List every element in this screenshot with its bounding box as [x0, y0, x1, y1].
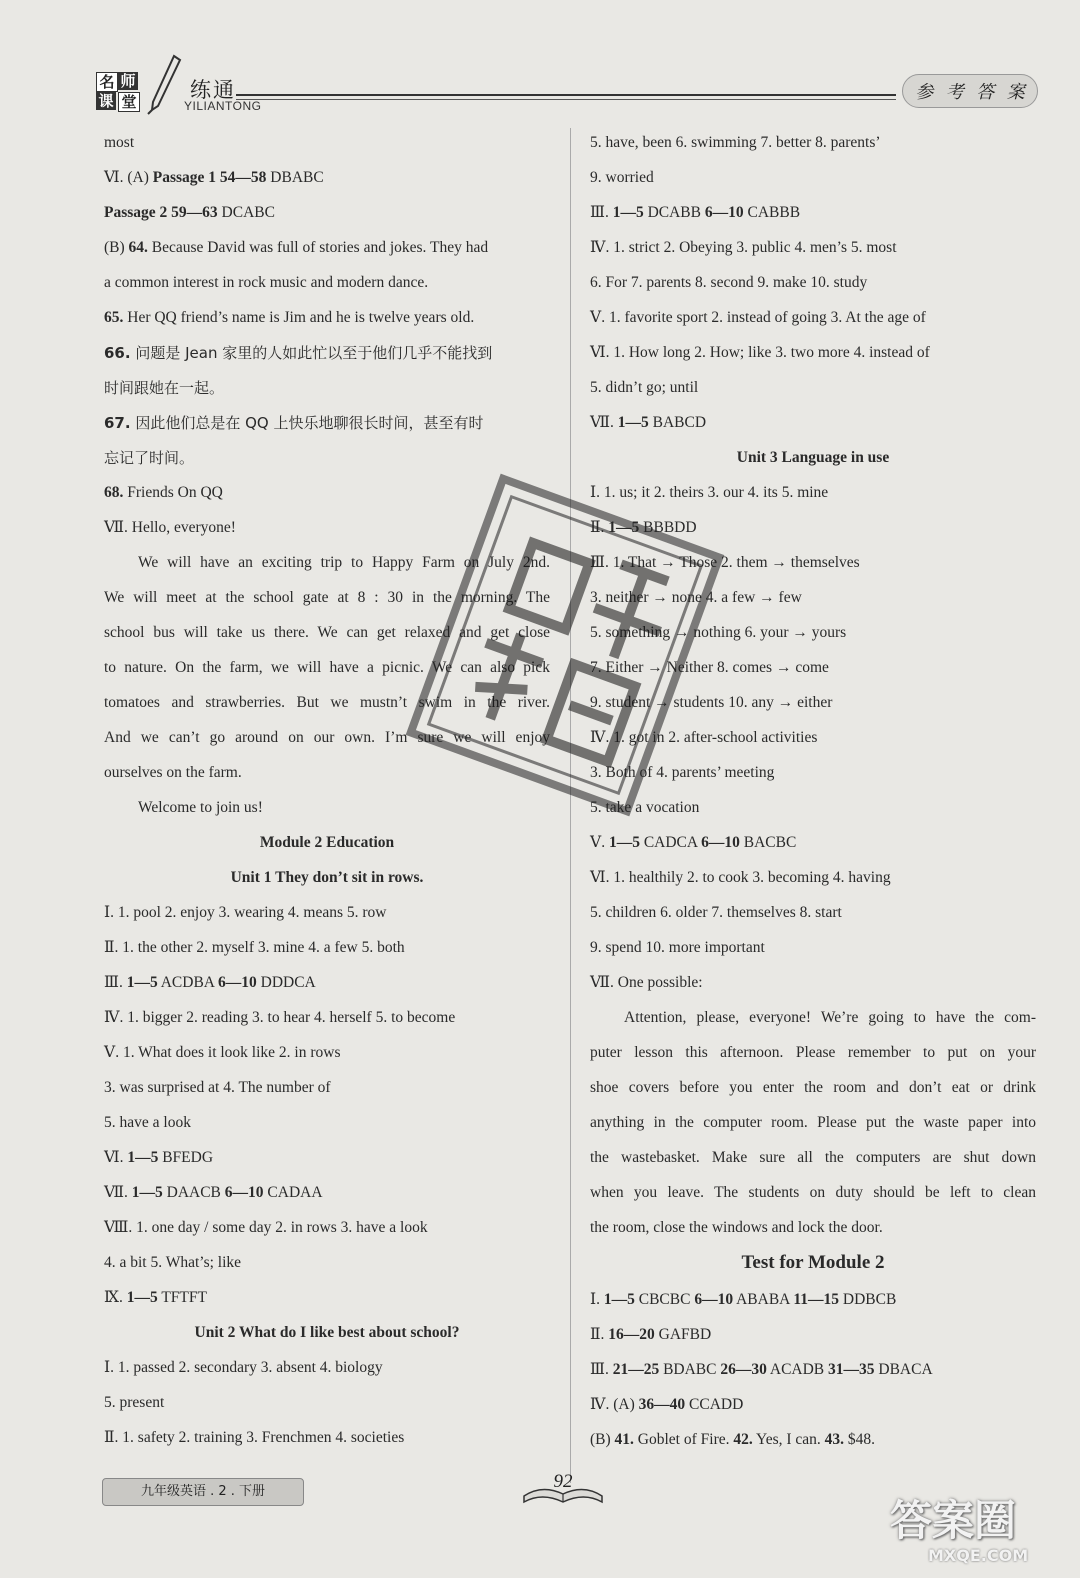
- answer-line: a common interest in rock music and modern dance.: [104, 274, 429, 291]
- section-heading: Unit 1 They don’t sit in rows.: [230, 869, 424, 886]
- answer-line: anything in the computer room. Please put the waste paper into: [590, 1114, 1036, 1131]
- answer-line: 3. was surprised at 4. The number of: [104, 1079, 331, 1096]
- pen-icon: [144, 52, 184, 116]
- answer-text: Ⅸ.: [104, 1289, 127, 1306]
- answer-line: We will have an exciting trip to Happy Farm on July 2nd.: [138, 554, 550, 571]
- page-header: [0, 0, 1080, 128]
- answer-number: Passage 1 54—58: [152, 169, 267, 186]
- answer-line: Ⅰ. 1. us; it 2. theirs 3. our 4. its 5. mine: [590, 484, 829, 501]
- answer-number: 42.: [733, 1431, 753, 1448]
- answer-text: Yes, I can.: [752, 1431, 825, 1448]
- answer-line: [590, 1285, 1036, 1320]
- answer-number: 1—5: [608, 519, 640, 536]
- answer-number: 6—10: [694, 1291, 734, 1308]
- answer-line: the wastebasket. Make sure all the computers are shut down: [590, 1149, 1036, 1166]
- answer-text: CADCA: [639, 834, 702, 851]
- answer-text: ACADB: [766, 1361, 829, 1378]
- answer-line: Ⅱ. 1. safety 2. training 3. Frenchmen 4. societies: [104, 1429, 405, 1446]
- answer-text: 因此他们总是在 QQ 上快乐地聊很长时间，甚至有时: [130, 414, 484, 432]
- answer-line: 忘记了时间。: [104, 449, 195, 467]
- answer-text: Ⅱ.: [590, 1326, 609, 1343]
- answer-line: Ⅱ. 1. the other 2. myself 3. mine 4. a few 5. both: [104, 939, 405, 956]
- left-column: [104, 128, 550, 1458]
- answer-line: ourselves on the farm.: [104, 764, 242, 781]
- answer-line: 6. For 7. parents 8. second 9. make 10. study: [590, 274, 868, 291]
- section-heading: Test for Module 2: [741, 1252, 885, 1273]
- answer-text: GAFBD: [654, 1326, 712, 1343]
- answer-number: 1—5: [612, 204, 644, 221]
- answer-number: 6—10: [218, 974, 257, 991]
- answer-line: [590, 1390, 1036, 1425]
- right-column: [590, 128, 1036, 1460]
- answer-line: 5. something → nothing 6. your → yours: [590, 624, 847, 641]
- section-heading: Unit 3 Language in use: [736, 449, 890, 466]
- answer-number: 6—10: [224, 1184, 264, 1201]
- badge-char: 考: [945, 82, 964, 103]
- answer-text: DDBCB: [839, 1291, 897, 1308]
- answer-line: most: [104, 134, 135, 151]
- answer-text: CADAA: [263, 1184, 323, 1201]
- answer-line: 9. student → students 10. any → either: [590, 694, 833, 711]
- answer-number: Passage 2 59—63: [104, 204, 218, 221]
- answer-line: [104, 478, 550, 513]
- answer-text: (B): [104, 239, 129, 256]
- answer-line: 时间跟她在一起。: [104, 379, 225, 397]
- answer-text: ACDBA: [157, 974, 219, 991]
- answer-line: 5. take a vocation: [590, 799, 700, 816]
- answer-number: 31—35: [828, 1361, 875, 1378]
- answer-line: Ⅷ. 1. one day / some day 2. in rows 3. have a look: [104, 1219, 428, 1236]
- answer-number: 43.: [824, 1431, 845, 1448]
- answer-line: Ⅰ. 1. pool 2. enjoy 3. wearing 4. means 5. row: [104, 904, 387, 921]
- answer-text: Ⅵ. (A): [104, 169, 153, 186]
- header-rule: [236, 94, 896, 96]
- answer-line: 5. present: [104, 1394, 165, 1411]
- answer-number: 6—10: [704, 204, 744, 221]
- answer-text: ABABA: [733, 1291, 794, 1308]
- answer-number: 1—5: [126, 974, 158, 991]
- answer-line: Ⅵ. 1. healthily 2. to cook 3. becoming 4. having: [590, 869, 891, 886]
- column-divider: [570, 128, 571, 1483]
- answer-text: Friends On QQ: [123, 484, 223, 501]
- answer-line: Ⅰ. 1. passed 2. secondary 3. absent 4. biology: [104, 1359, 383, 1376]
- answer-text: BDABC: [659, 1361, 721, 1378]
- answer-text: BACBC: [739, 834, 797, 851]
- answer-line: the room, close the windows and lock the door.: [590, 1219, 883, 1236]
- answer-line: [104, 338, 550, 373]
- answer-line: Ⅲ. 1. That → Those 2. them → themselves: [590, 554, 860, 571]
- answer-number: 1—5: [127, 1149, 159, 1166]
- grade-tab: 九年级英语 . 2 . 下册: [102, 1478, 304, 1506]
- brand-name: 练通: [190, 78, 236, 102]
- answer-line: [590, 198, 1036, 233]
- answer-line: [104, 303, 550, 338]
- answer-number: 66.: [104, 344, 131, 362]
- answer-line: Attention, please, everyone! We’re going to have the com-: [624, 1009, 1036, 1026]
- answer-line: [590, 408, 1036, 443]
- answer-line: puter lesson this afternoon. Please remember to put on your: [590, 1044, 1036, 1061]
- answer-text: CBCBC: [634, 1291, 695, 1308]
- answer-number: 16—20: [608, 1326, 655, 1343]
- answer-line: [590, 1425, 1036, 1460]
- answer-line: [104, 163, 550, 198]
- badge-char: 答: [976, 82, 995, 103]
- page-number-text: 92: [553, 1471, 573, 1492]
- answer-number: 36—40: [638, 1396, 686, 1413]
- watermark-url: MXQE.COM: [928, 1546, 1029, 1565]
- logo-char: 堂: [118, 92, 140, 112]
- answer-text: Her QQ friend’s name is Jim and he is twelve years old.: [123, 309, 475, 326]
- answer-line: [104, 198, 550, 233]
- answer-text: 问题是 Jean 家里的人如此忙以至于他们几乎不能找到: [130, 344, 493, 362]
- answer-number: 64.: [128, 239, 148, 256]
- answer-text: Ⅳ. (A): [590, 1396, 639, 1413]
- answer-line: And we can’t go around on our own. I’m sure we will enjoy: [104, 729, 550, 746]
- answer-line: shoe covers before you enter the room and don’t eat or drink: [590, 1079, 1036, 1096]
- answer-number: 68.: [104, 484, 124, 501]
- answer-text: Ⅲ.: [590, 1361, 613, 1378]
- answer-line: tomatoes and strawberries. But we mustn’t swim in the river.: [104, 694, 550, 711]
- answer-line: Ⅶ. One possible:: [590, 974, 703, 991]
- answer-text: Ⅴ.: [590, 834, 609, 851]
- answer-text: TFTFT: [157, 1289, 207, 1306]
- answer-text: DBABC: [266, 169, 324, 186]
- answer-text: Goblet of Fire.: [633, 1431, 734, 1448]
- answer-line: [104, 1143, 550, 1178]
- answer-line: Welcome to join us!: [138, 799, 263, 816]
- answer-number: 26—30: [720, 1361, 767, 1378]
- answer-text: CABBB: [743, 204, 801, 221]
- answer-text: BFEDG: [158, 1149, 214, 1166]
- answer-text: $48.: [844, 1431, 876, 1448]
- answer-line: [104, 233, 550, 268]
- watermark-text: 答案圈: [890, 1496, 1017, 1545]
- answer-line: when you leave. The students on duty should be left to clean: [590, 1184, 1036, 1201]
- page-number: [520, 1466, 606, 1508]
- answer-number: 65.: [104, 309, 124, 326]
- answer-text: BABCD: [648, 414, 707, 431]
- answer-line: [104, 1283, 550, 1318]
- badge-char: 案: [1006, 82, 1025, 103]
- answer-text: Ⅲ.: [104, 974, 127, 991]
- answer-number: 11—15: [793, 1291, 840, 1308]
- answer-text: (B): [590, 1431, 615, 1448]
- answer-key-badge: [902, 74, 1038, 108]
- answer-number: 6—10: [701, 834, 740, 851]
- header-rule-thin: [236, 99, 896, 100]
- answer-line: 9. worried: [590, 169, 654, 186]
- answer-number: 1—5: [131, 1184, 163, 1201]
- answer-number: 1—5: [603, 1291, 635, 1308]
- answer-line: [590, 828, 1036, 863]
- answer-line: to nature. On the farm, we will have a picnic. We can also pick: [104, 659, 550, 676]
- answer-line: 9. spend 10. more important: [590, 939, 765, 956]
- brand-name-latin: YILIANTONG: [184, 99, 262, 113]
- answer-line: 5. didn’t go; until: [590, 379, 699, 396]
- answer-line: [104, 1178, 550, 1213]
- answer-line: 3. Both of 4. parents’ meeting: [590, 764, 775, 781]
- answer-line: [590, 1320, 1036, 1355]
- section-heading: Unit 2 What do I like best about school?: [194, 1324, 460, 1341]
- answer-text: DCABB: [643, 204, 705, 221]
- answer-number: 21—25: [612, 1361, 660, 1378]
- answer-line: [104, 408, 550, 443]
- answer-line: 5. have a look: [104, 1114, 191, 1131]
- logo-char: 名: [96, 72, 118, 92]
- answer-number: 1—5: [126, 1289, 158, 1306]
- answer-line: 5. children 6. older 7. themselves 8. start: [590, 904, 842, 921]
- section-heading: Module 2 Education: [259, 834, 395, 851]
- answer-text: DDDCA: [256, 974, 316, 991]
- watermark: [890, 1488, 1070, 1574]
- answer-line: 3. neither → none 4. a few → few: [590, 589, 802, 606]
- answer-line: 7. Either → Neither 8. comes → come: [590, 659, 829, 676]
- answer-text: Ⅲ.: [590, 204, 613, 221]
- answer-text: Ⅶ.: [590, 414, 618, 431]
- answer-number: 1—5: [617, 414, 649, 431]
- answer-text: DCABC: [217, 204, 275, 221]
- answer-line: Ⅳ. 1. bigger 2. reading 3. to hear 4. herself 5. to become: [104, 1009, 456, 1026]
- answer-text: Ⅵ.: [104, 1149, 128, 1166]
- answer-line: [590, 513, 1036, 548]
- answer-text: BBBDD: [639, 519, 697, 536]
- answer-text: DAACB: [162, 1184, 225, 1201]
- answer-text: Ⅶ.: [104, 1184, 132, 1201]
- answer-text: CCADD: [685, 1396, 744, 1413]
- badge-char: 参: [915, 82, 934, 103]
- answer-line: Ⅴ. 1. What does it look like 2. in rows: [104, 1044, 341, 1061]
- answer-line: 5. have, been 6. swimming 7. better 8. parents’: [590, 134, 881, 151]
- answer-text: DBACA: [874, 1361, 933, 1378]
- answer-text: Ⅱ.: [590, 519, 609, 536]
- answer-line: Ⅶ. Hello, everyone!: [104, 519, 236, 536]
- answer-text: Because David was full of stories and jokes. They had: [147, 239, 489, 256]
- logo-char: 课: [96, 92, 116, 110]
- answer-line: Ⅳ. 1. strict 2. Obeying 3. public 4. men’s 5. most: [590, 239, 897, 256]
- answer-line: Ⅴ. 1. favorite sport 2. instead of going 3. At the age of: [590, 309, 926, 326]
- answer-line: Ⅵ. 1. How long 2. How; like 3. two more 4. instead of: [590, 344, 930, 361]
- answer-line: We will meet at the school gate at 8 : 30 in the morning. The: [104, 589, 550, 606]
- answer-number: 1—5: [608, 834, 640, 851]
- answer-line: [590, 1355, 1036, 1390]
- answer-line: 4. a bit 5. What’s; like: [104, 1254, 242, 1271]
- answer-line: Ⅳ. 1. got in 2. after-school activities: [590, 729, 818, 746]
- answer-line: school bus will take us there. We can get relaxed and get close: [104, 624, 550, 641]
- answer-line: [104, 968, 550, 1003]
- logo-char: 师: [118, 72, 138, 90]
- answer-number: 41.: [614, 1431, 634, 1448]
- publisher-logo: [96, 72, 140, 112]
- answer-number: 67.: [104, 414, 131, 432]
- answer-text: Ⅰ.: [590, 1291, 604, 1308]
